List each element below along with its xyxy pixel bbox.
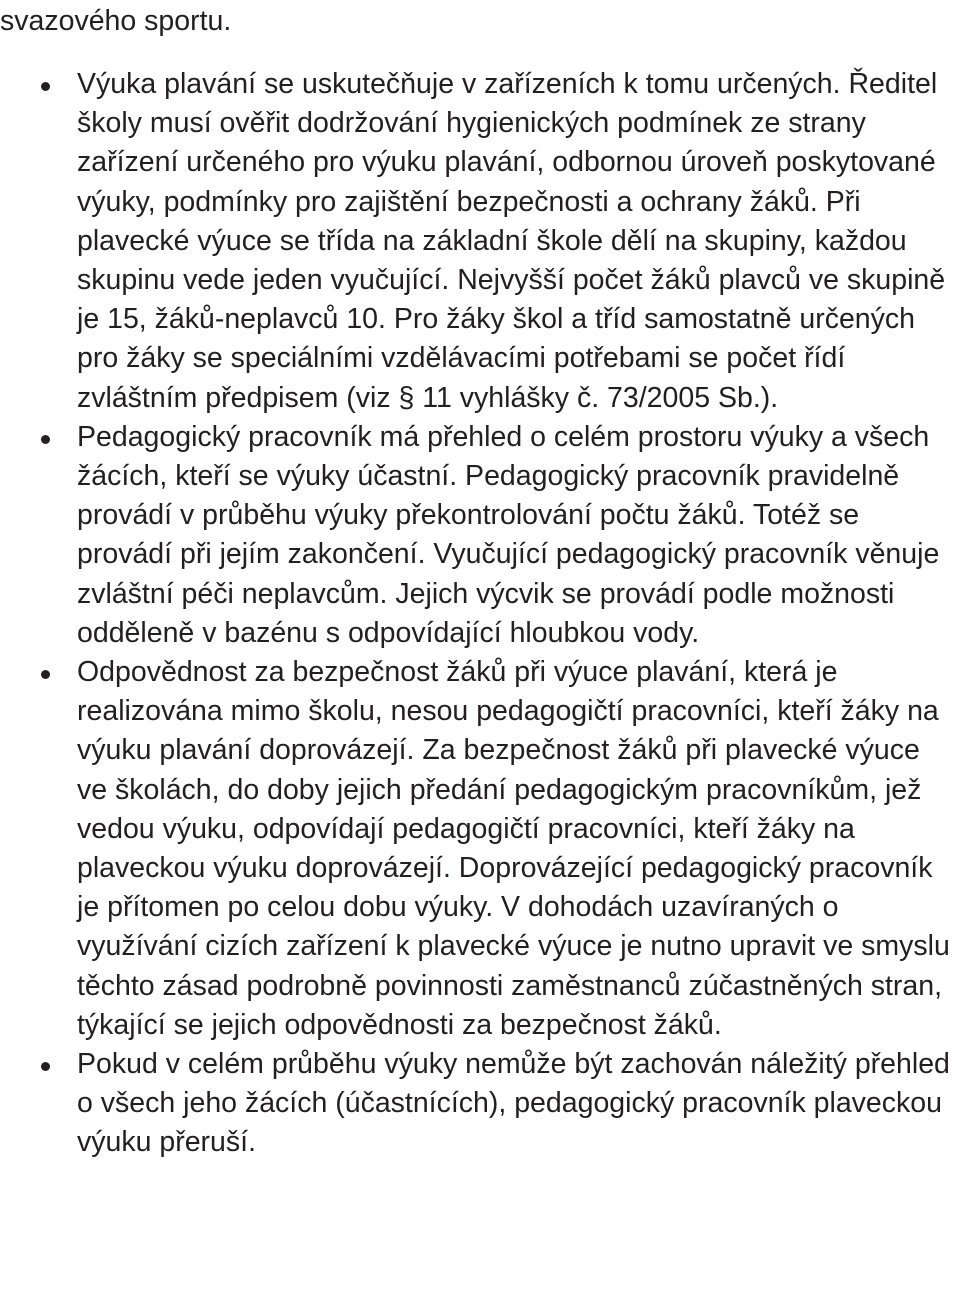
- list-item-text: Pokud v celém průběhu výuky nemůže být zachován náležitý přehled o všech jeho žácích (účastnících), pedagogický pracovník plaveckou výuku přeruší.: [77, 1048, 950, 1159]
- paragraph-continuation: svazového sportu.: [0, 5, 232, 37]
- list-item-text: Pedagogický pracovník má přehled o celém prostoru výuky a všech žácích, kteří se výuky účastní. Pedagogický pracovník pravidelně provádí v průběhu výuky překontrolování počtu žáků. Totéž se provádí při jejím zakončení. Vyučující pedagogický pracovník věnuje zvláštní péči neplavcům. Jejich výcvik se provádí podle možnosti odděleně v bazénu s odpovídající hloubkou vody.: [77, 420, 940, 649]
- bullet-icon: [41, 82, 50, 91]
- bullet-icon: [41, 1062, 50, 1071]
- bullet-list: [0, 65, 960, 1163]
- list-item: [0, 1045, 960, 1163]
- list-item: [0, 653, 960, 1045]
- bullet-icon: [41, 670, 50, 679]
- bullet-icon: [41, 435, 50, 444]
- list-item-text: Odpovědnost za bezpečnost žáků při výuce plavání, která je realizována mimo školu, nesou pedagogičtí pracovníci, kteří žáky na výuku plavání doprovázejí. Za bezpečnost žáků při plavecké výuce ve školách, do doby jejich předání pedagogickým pracovníkům, jež vedou výuku, odpovídají pedagogičtí pracovníci, kteří žáky na plaveckou výuku doprovázejí. Doprovázející pedagogický pracovník je přítomen po celou dobu výuky. V dohodách uzavíraných o využívání cizích zařízení k plavecké výuce je nutno upravit ve smyslu těchto zásad podrobně povinnosti zaměstnanců zúčastněných stran, týkající se jejich odpovědnosti za bezpečnost žáků.: [77, 656, 950, 1041]
- list-item-text: Výuka plavání se uskutečňuje v zařízeních k tomu určených. Ředitel školy musí ověřit dodržování hygienických podmínek ze strany zařízení určeného pro výuku plavání, odbornou úroveň poskytované výuky, podmínky pro zajištění bezpečnosti a ochrany žáků. Při plavecké výuce se třída na základní škole dělí na skupiny, každou skupinu vede jeden vyučující. Nejvyšší počet žáků plavců ve skupině je 15, žáků-neplavců 10. Pro žáky škol a tříd samostatně určených pro žáky se speciálními vzdělávacími potřebami se počet řídí zvláštním předpisem (viz § 11 vyhlášky č. 73/2005 Sb.).: [77, 68, 946, 414]
- list-item: [0, 65, 960, 418]
- list-item: [0, 418, 960, 653]
